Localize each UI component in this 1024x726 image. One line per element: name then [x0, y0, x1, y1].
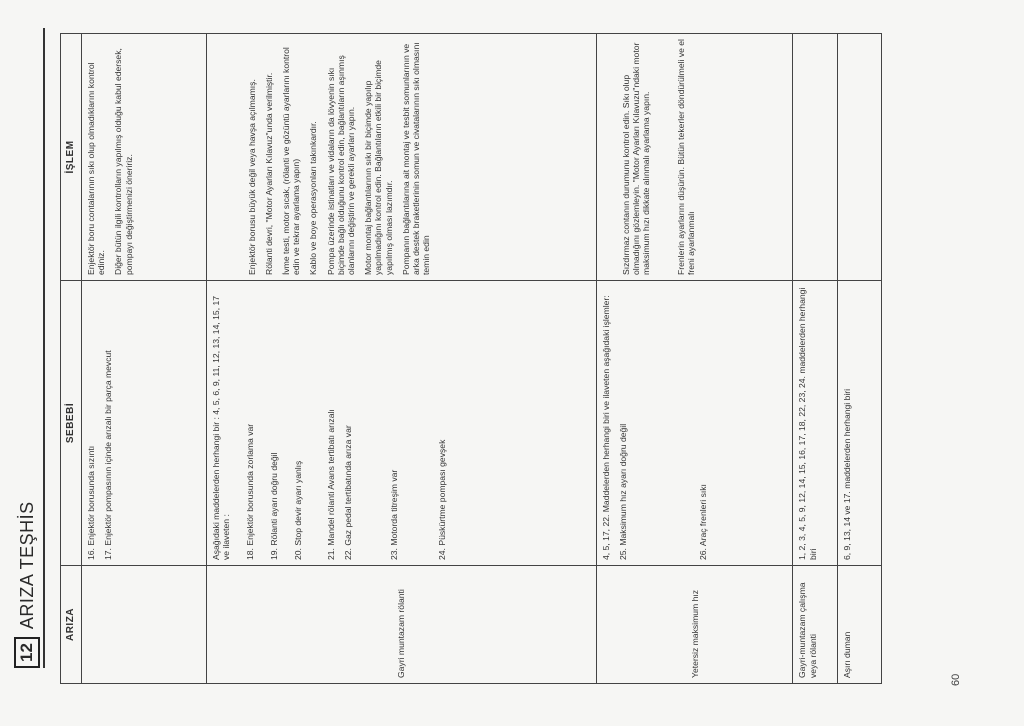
cause-item: 18. Enjektör borusunda zorlama var — [244, 423, 255, 560]
table-row — [206, 34, 597, 684]
fault-label: Yetersiz maksimum hız — [689, 589, 700, 678]
cause-item: 26. Araç frenleri sıkı — [698, 484, 709, 560]
page-number: 60 — [950, 673, 962, 686]
column-header-fault: ARIZA — [61, 566, 82, 684]
column-header-action: İŞLEM — [61, 34, 82, 281]
action-item: Enjektör boru contalarının sıkı olup olmadıklarını kontrol ediniz. — [86, 62, 107, 275]
action-cell — [82, 34, 207, 281]
cause-item: 23. Motorda titreşim var — [388, 469, 399, 560]
cause-cell — [82, 281, 207, 566]
cause-item: 6, 9, 13, 14 ve 17. maddelerden herhangi biri — [841, 388, 852, 560]
action-cell — [206, 34, 597, 281]
fault-cell — [82, 566, 207, 684]
cause-intro: 4, 5, 17, 22. Maddelerden herhangi biri ve ilaveten aşağıdaki işlemler: — [601, 295, 612, 560]
action-item: Sızdırmaz contanın durumunu kontrol edin. Sıkı olup olmadığını gözlemleyin. "Motor Ayarları Kılavuzu"ndaki motor maksimum hızı dikkate alınmalı ayarlama yapın. — [621, 42, 652, 275]
cause-item: 20. Stop devir ayarı yanlış — [293, 460, 304, 560]
action-cell — [793, 34, 837, 281]
section-number: 12 — [14, 637, 40, 668]
fault-label: Aşırı duman — [841, 631, 852, 678]
cause-item: 19. Rölanti ayarı doğru değil — [269, 452, 280, 560]
action-item: Motor montaj bağlantılarının sıkı bir biçimde yapılıp yapılmadığını kontrol edin. Bağlantıların etkili bir biçimde yapılmış olması lazımdır. — [363, 60, 394, 275]
table-row — [597, 34, 793, 684]
action-item: İvme testi, motor sıcak, (rölanti ve gözüntü ayarlarını kontrol edin ve tekrar ayarlama yapın) — [280, 47, 302, 275]
cause-cell — [206, 281, 597, 566]
action-item: Frenlerin ayarlarını düşürün. Bütün tekerler döndürülmeli ve el freni ayarlanmalı — [675, 39, 696, 275]
table-row — [837, 34, 881, 684]
cause-item: 22. Gaz pedal tertibatında arıza var — [342, 425, 353, 560]
cause-item: 16. Enjektör borusunda sızıntı — [86, 445, 96, 560]
action-cell — [837, 34, 881, 281]
cause-item: 21. Mandel rölanti Avans tertibatı arızalı — [325, 409, 336, 560]
cause-item: 24. Püskürtme pompası gevşek — [437, 439, 448, 560]
action-item: Kablo ve boye operasyonları takınkardır. — [308, 121, 319, 275]
cause-intro: Aşağıdaki maddelerden herhangi bir : 4, 5, 6, 9, 11, 12, 13, 14, 15, 17 ve ilaveten : — [210, 295, 231, 560]
section-title: ARIZA TEŞHİS — [16, 501, 37, 630]
cause-cell — [597, 281, 793, 566]
cause-item: 17. Enjektör pompasının içinde arızalı bir parça mevcut — [103, 350, 114, 560]
cause-item: 25. Maksimum hız ayarı doğru değil — [618, 423, 629, 560]
fault-label: Gayri muntazam rölanti — [396, 589, 407, 678]
header-rule — [43, 28, 45, 668]
fault-cell — [837, 566, 881, 684]
action-item: Pompanın bağlantılarına ait montaj ve tesbit somunlarının ve arka destek braketlerinin somun ve civatalarının sıkı olmasını temin edin — [400, 42, 432, 275]
action-item: Rölanti devri, "Motor Ayarları Kılavuz"unda verilmiştir. — [263, 72, 274, 275]
cause-cell — [793, 281, 837, 566]
cause-cell — [837, 281, 881, 566]
fault-cell — [206, 566, 597, 684]
column-header-cause: SEBEBİ — [61, 281, 82, 566]
table-row — [793, 34, 837, 684]
fault-cell — [793, 566, 837, 684]
table-header-row — [61, 34, 82, 684]
action-item: Diğer bütün ilgili kontrolların yapılmış olduğu kabul edersek, pompayı değiştirmenizi öneririz. — [113, 48, 134, 275]
table-row — [82, 34, 207, 684]
action-cell — [597, 34, 793, 281]
fault-cell — [597, 566, 793, 684]
cause-item: 1, 2, 3, 4, 5, 9, 12, 14, 15, 16, 17, 18, 22, 23, 24. maddelerden herhangi biri — [797, 287, 818, 560]
page-header — [14, 501, 40, 668]
diagnosis-table — [60, 33, 882, 684]
action-item: Pompa üzerinde istinatları ve vidaların da lövyenin sıkı biçimde bağlı olduğunu kontrol edin, bağlantıların aşınmış olanlarını değiştirin ve gerekli ayarları yapın. — [325, 55, 356, 275]
action-item: Enjektör borusu büyük değil veya havşa açılmamış. — [246, 79, 257, 275]
fault-label: Gayri-muntazam çalışma veya rölanti — [797, 582, 818, 678]
